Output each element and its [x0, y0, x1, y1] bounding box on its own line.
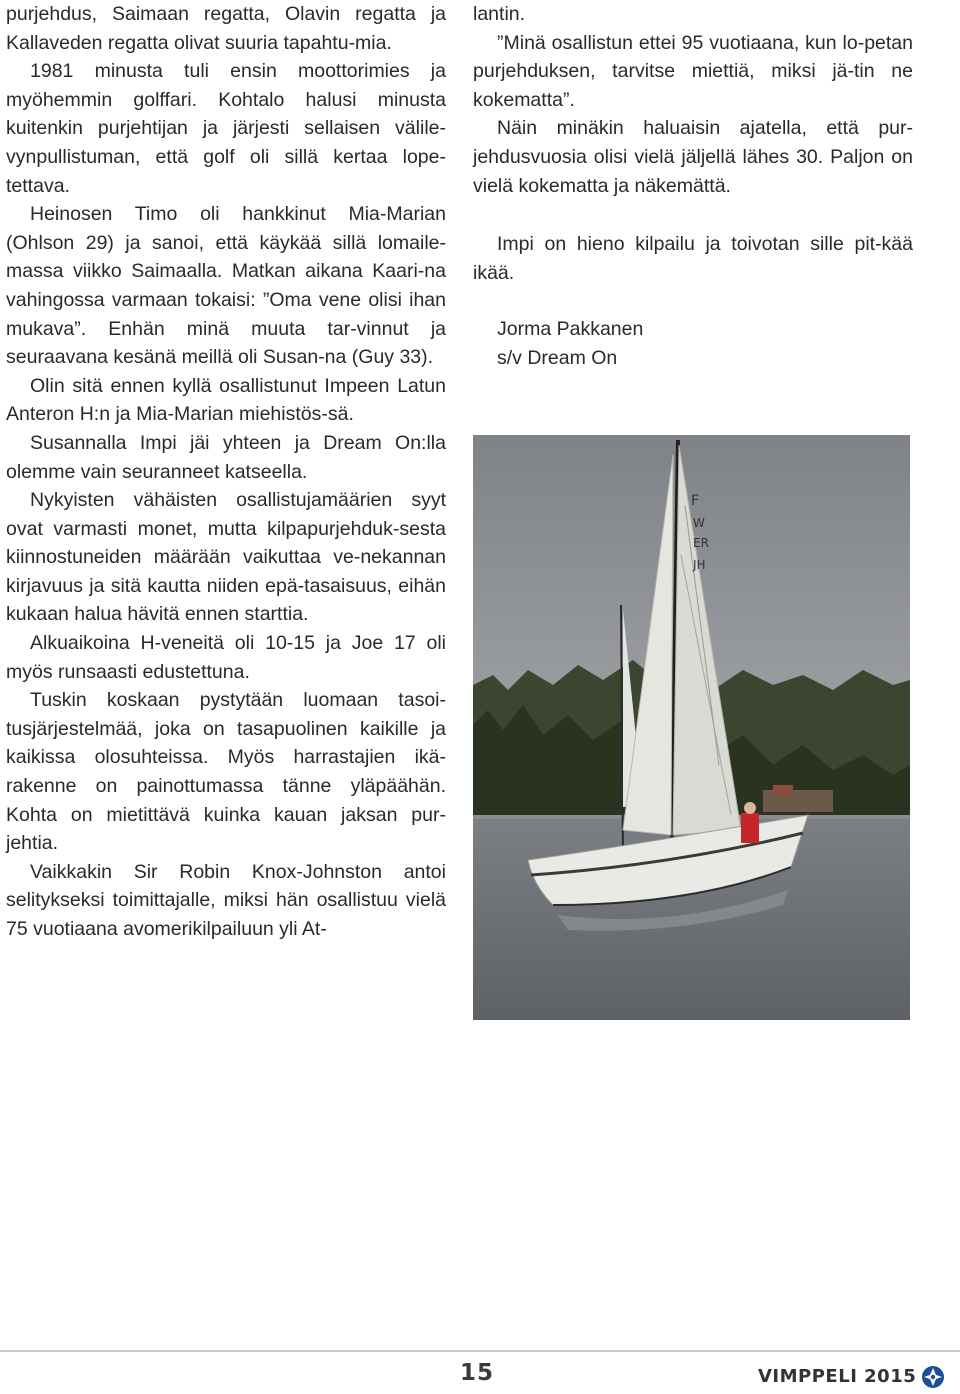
paragraph: lantin. [473, 3, 526, 25]
magazine-title: VIMPPELI 2015 [758, 1366, 917, 1387]
paragraph: Vaikkakin Sir Robin Knox-Johnston antoi selitykseksi toimittajalle, miksi hän osallistuu vielä 75 vuotiaana avomerikilpailuun yli At- [6, 860, 446, 940]
paragraph: Heinosen Timo oli hankkinut Mia-Marian (Ohlson 29) ja sanoi, että käykää sillä lomaile-massa viikko Saimaalla. Matkan aikana Kaari-na vahingossa varmaan tokaisi: ”Oma vene olisi ihan mukava”. Enhän minä muuta tar-vinnut ja seuraavana kesänä meillä oli Susan-na (Guy 33). [6, 203, 446, 369]
paragraph: Susannalla Impi jäi yhteen ja Dream On:lla olemme vain seuranneet katseella. [6, 431, 446, 483]
author-signature [473, 315, 913, 372]
paragraph: Tuskin koskaan pystytään luomaan tasoi-tusjärjestelmää, joka on tasapuolinen kaikille ja kaikissa olosuhteissa. Myös harrastajien ikä-rakenne on painottumassa tänne yläpäähän. Kohta on mietittävä kuinka kauan jaksan pur-jehtia. [6, 689, 446, 855]
author-name: Jorma Pakkanen [497, 318, 644, 341]
paragraph: Olin sitä ennen kyllä osallistunut Impeen Latun Anteron H:n ja Mia-Marian miehistös-sä. [6, 374, 446, 426]
paragraph: Nykyisten vähäisten osallistujamäärien syyt ovat varmasti monet, mutta kilpapurjehduk-sesta kiinnostuneiden määrään vaikuttaa ve-nekannan kirjavuus ja sitä kautta niiden epä-tasaisuus, eihän kukaan halua hävitä ennen starttia. [6, 489, 446, 626]
vimppeli-emblem-icon [921, 1365, 945, 1389]
paragraph: purjehdus, Saimaan regatta, Olavin regatta ja Kallaveden regatta olivat suuria tapahtu-mia. [6, 3, 446, 54]
paragraph: Näin minäkin haluaisin ajatella, että pur-jehdusvuosia olisi vielä jäljellä lähes 30. Paljon on vielä kokematta ja näkemättä. [473, 117, 913, 197]
left-column [6, 0, 446, 944]
svg-text:W: W [693, 516, 705, 530]
paragraph: 1981 minusta tuli ensin moottorimies ja myöhemmin golffari. Kohtalo halusi minusta kuitenkin purjehtijan ja järjesti sellaisen välile-vynpullistuman, että golf oli sillä kertaa lope-tettava. [6, 60, 446, 197]
footer-divider [0, 1350, 960, 1352]
sail-number: F [691, 493, 700, 509]
svg-text:JH: JH [693, 558, 706, 572]
svg-text:ER: ER [693, 536, 709, 550]
sailboat-photo [473, 435, 910, 1020]
right-column [473, 0, 913, 373]
paragraph: Alkuaikoina H-veneitä oli 10-15 ja Joe 17 oli myös runsaasti edustettuna. [6, 632, 446, 683]
page-number: 15 [460, 1360, 495, 1386]
crew [741, 813, 759, 843]
author-boat: s/v Dream On [497, 346, 618, 369]
paragraph: Impi on hieno kilpailu ja toivotan sille pit-kää ikää. [473, 233, 913, 284]
quote-paragraph: ”Minä osallistun ettei 95 vuotiaana, kun lo-petan purjehduksen, tarvitse miettiä, miksi jä-tin ne kokematta”. [473, 31, 913, 111]
